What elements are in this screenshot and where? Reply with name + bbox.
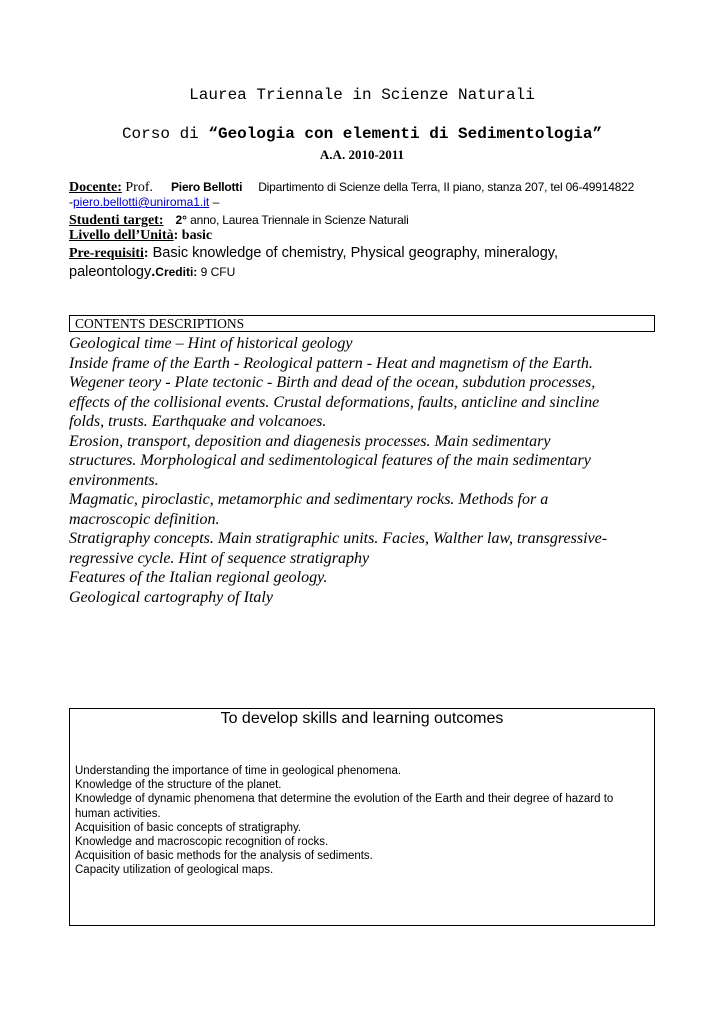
prereq-dot: . xyxy=(151,264,156,280)
email-prefix: - xyxy=(69,195,73,209)
prereq-text: Basic knowledge of chemistry, Physical geography, mineralogy, xyxy=(148,245,559,261)
course-name: “Geologia con elementi di Sedimentologia” xyxy=(208,125,603,143)
contents-line: Geological cartography of Italy xyxy=(69,588,273,606)
contents-header-label: CONTENTS DESCRIPTIONS xyxy=(75,316,245,331)
email-suffix: – xyxy=(209,195,220,209)
course-prefix: Corso di xyxy=(121,125,209,143)
outcome-item: Capacity utilization of geological maps. xyxy=(75,864,274,877)
contents-line: environments. xyxy=(69,471,159,489)
outcome-item: Understanding the importance of time in geological phenomena. xyxy=(75,765,402,777)
livello-line xyxy=(69,228,212,244)
outcome-item: Acquisition of basic concepts of stratigraphy. xyxy=(75,821,302,834)
academic-year: A.A. 2010-2011 xyxy=(319,147,405,162)
outcome-item: Acquisition of basic methods for the analysis of sediments. xyxy=(75,850,373,863)
contents-line: Features of the Italian regional geology. xyxy=(69,569,328,586)
docente-line xyxy=(69,178,634,196)
contents-line: regressive cycle. Hint of sequence stratigraphy xyxy=(69,549,370,567)
livello-label: Livello dell’Unità xyxy=(69,228,174,243)
outcome-item: Knowledge of the structure of the planet. xyxy=(75,779,282,792)
course-title xyxy=(0,125,724,143)
contents-line: Stratigraphy concepts. Main stratigraphic units. Facies, Walther law, transgressive- xyxy=(69,530,608,547)
contents-line: structures. Morphological and sedimentological features of the main sedimentary xyxy=(69,452,591,469)
outcomes-title: To develop skills and learning outcomes xyxy=(220,710,504,727)
contents-line: effects of the collisional events. Crustal deformations, faults, anticline and sincline xyxy=(69,393,600,411)
email-link[interactable]: piero.bellotti@uniroma1.it xyxy=(73,195,210,209)
contents-list xyxy=(69,334,669,607)
outcome-item: human activities. xyxy=(75,807,161,820)
docente-name: Piero Bellotti xyxy=(171,180,243,194)
livello-value: : basic xyxy=(173,228,213,243)
outcomes-list xyxy=(75,764,650,878)
studenti-line xyxy=(69,211,409,229)
studenti-label: Studenti target: xyxy=(69,213,164,228)
prereq-line-2 xyxy=(69,263,235,281)
email-line xyxy=(69,195,219,209)
contents-line: Geological time – Hint of historical geology xyxy=(69,335,353,352)
prereq-line xyxy=(69,244,558,262)
degree-title: Laurea Triennale in Scienze Naturali xyxy=(189,86,535,104)
contents-line: Magmatic, piroclastic, metamorphic and sedimentary rocks. Methods for a xyxy=(69,491,549,508)
contents-line: macroscopic definition. xyxy=(69,510,220,528)
contents-line: folds, trusts. Earthquake and volcanoes. xyxy=(69,413,327,430)
docente-prefix: Prof. xyxy=(121,180,153,195)
prereq-colon: : xyxy=(143,246,149,261)
contents-line: Inside frame of the Earth - Reological pattern - Heat and magnetism of the Earth. xyxy=(69,354,593,372)
studenti-year: 2° xyxy=(175,213,187,227)
contents-line: Wegener teory - Plate tectonic - Birth and dead of the ocean, subdution processes, xyxy=(69,374,596,391)
prereq-label: Pre-requisiti xyxy=(69,246,144,261)
outcome-item: Knowledge and macroscopic recognition of rocks. xyxy=(75,836,329,849)
prereq-text-continued: paleontology xyxy=(69,264,152,280)
docente-label: Docente: xyxy=(69,180,122,195)
crediti-value: 9 CFU xyxy=(197,265,236,279)
crediti-label: Crediti: xyxy=(155,265,198,279)
studenti-text: anno, Laurea Triennale in Scienze Naturali xyxy=(186,213,409,227)
docente-department: Dipartimento di Scienze della Terra, II piano, stanza 207, tel 06-49914822 xyxy=(258,180,635,194)
contents-line: Erosion, transport, deposition and diagenesis processes. Main sedimentary xyxy=(69,432,551,450)
outcome-item: Knowledge of dynamic phenomena that determine the evolution of the Earth and their degree of hazard to xyxy=(75,793,614,806)
